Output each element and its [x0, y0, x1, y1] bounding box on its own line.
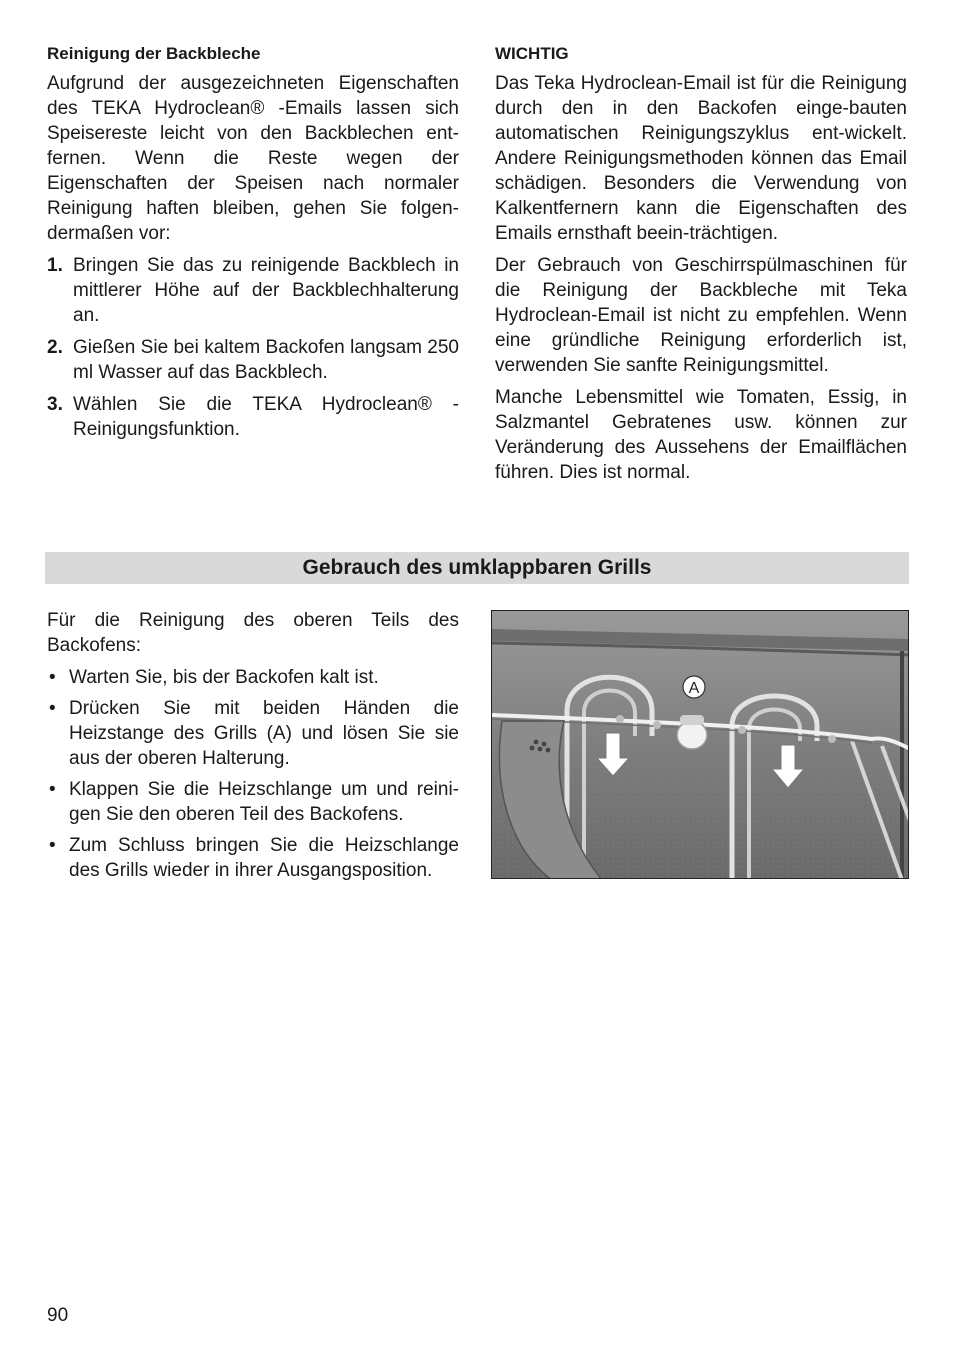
important-heading: WICHTIG — [495, 44, 569, 63]
important-paragraph: Das Teka Hydroclean-Email ist für die Reinigung durch den in den Backofen einge-bauten automatischen Reinigungszyklus ent-wickelt. Andere Reinigungsmethoden können das Email schädigen. Besonders die Verwendung von Kalkentfernern kann die Eigenschaften des Emails ernsthaft beein-trächtigen. — [495, 73, 907, 244]
bullet-item — [47, 833, 459, 883]
bullet-icon: • — [49, 698, 56, 719]
section-header-bar — [45, 552, 909, 584]
bullet-item — [47, 696, 459, 771]
page-number: 90 — [47, 1305, 69, 1326]
step-number: 3. — [47, 394, 63, 415]
step-number: 1. — [47, 255, 63, 276]
bullet-item — [47, 665, 459, 690]
bullet-text: Drücken Sie mit beiden Händen die Heizstange des Grills (A) und lösen Sie sie aus der oberen Halterung. — [69, 698, 459, 769]
cleaning-heading: Reinigung der Backbleche — [47, 44, 261, 63]
step-item — [47, 253, 459, 328]
bullet-text: Klappen Sie die Heizschlange um und reini-gen Sie den oberen Teil des Backofens. — [69, 779, 459, 825]
important-paragraph: Der Gebrauch von Geschirrspülmaschinen für die Reinigung der Backbleche mit Teka Hydroclean-Email ist nicht zu empfehlen. Wenn eine gründliche Reinigung erforderlich ist, verwenden Sie sanfte Reinigungsmittel. — [495, 255, 907, 376]
step-item — [47, 392, 459, 442]
bullet-text: Warten Sie, bis der Backofen kalt ist. — [69, 667, 379, 688]
grill-instructions — [47, 608, 459, 889]
cleaning-intro: Aufgrund der ausgezeichneten Eigenschaften des TEKA Hydroclean® -Emails lassen sich Speisereste leicht von den Backblechen ent-fernen. Wenn die Reste wegen der Eigenschaften der Speisen nach normaler Reinigung haften bleiben, gehen Sie folgen-dermaßen vor: — [47, 73, 459, 244]
cleaning-section — [47, 43, 459, 449]
step-text: Gießen Sie bei kaltem Backofen langsam 250 ml Wasser auf das Backblech. — [73, 337, 459, 383]
step-item — [47, 335, 459, 385]
bullet-icon: • — [49, 779, 56, 800]
step-text: Wählen Sie die TEKA Hydroclean® - Reinigungsfunktion. — [73, 394, 459, 440]
cleaning-steps — [47, 253, 459, 442]
grill-figure — [491, 610, 909, 879]
important-section — [495, 43, 907, 492]
step-text: Bringen Sie das zu reinigende Backblech in mittlerer Höhe auf der Backblechhalterung an. — [73, 255, 459, 326]
bullet-icon: • — [49, 835, 56, 856]
bullet-icon: • — [49, 667, 56, 688]
step-number: 2. — [47, 337, 63, 358]
grill-bullets — [47, 665, 459, 883]
grill-illustration — [492, 611, 909, 879]
grill-intro: Für die Reinigung des oberen Teils des Backofens: — [47, 610, 459, 656]
label-a-text: A — [688, 680, 700, 697]
important-paragraph: Manche Lebensmittel wie Tomaten, Essig, in Salzmantel Gebratenes usw. können zur Veränderung des Aussehens der Emailflächen führen. Dies ist normal. — [495, 387, 907, 483]
bullet-text: Zum Schluss bringen Sie die Heizschlange des Grills wieder in ihrer Ausgangsposition. — [69, 835, 459, 881]
section-title: Gebrauch des umklappbaren Grills — [302, 556, 652, 579]
bullet-item — [47, 777, 459, 827]
